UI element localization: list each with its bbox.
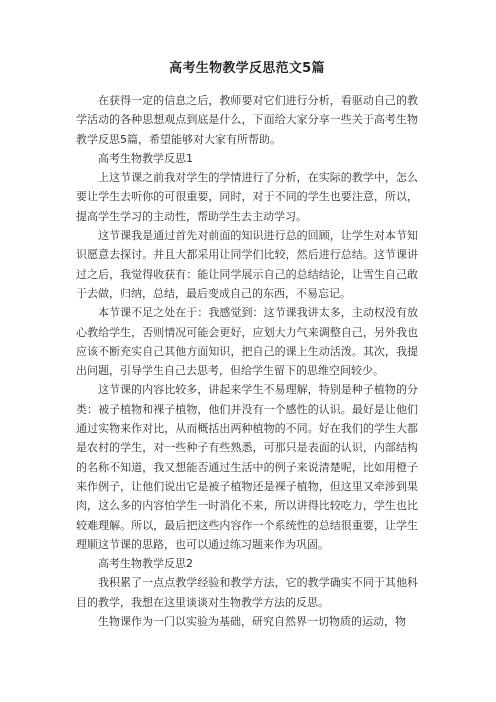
section-1-paragraph-3: 本节课不足之处在于：我感觉到：这节课我讲太多，主动权没有放心教给学生，否则情况可能会更好，应划大力气来调整自己，另外我也应该不断充实自己其他方面知识，把自己的课上生动活泼。其次，我提出问题，引导学生自己去思考，但给学生留下的思维空间较少。 xyxy=(76,306,418,378)
section-2-paragraph-2: 生物课作为一门以实验为基础，研究自然界一切物质的运动，物 xyxy=(98,615,406,629)
section-1-paragraph-1: 上这节课之前我对学生的学情进行了分析，在实际的教学中，怎么要让学生去听你的可很重要，同时，对于不同的学生也要注意，所以，提高学生学习的主动性，帮助学生去主动学习。 xyxy=(76,171,418,223)
section-1-paragraph-4: 这节课的内容比较多，讲起来学生不易理解，特别是种子植物的分类：被子植物和裸子植物，他们并没有一个感性的认识。最好是让他们通过实物来作对比，从而概括出两种植物的不同。好在我们的学生大都是农村的学生，对一些种子有些熟悉，可那只是表面的认识，内部结构的名称不知道，我又想能否通过生活中的例子来说清楚呢，比如用橙子来作例子，让他们说出它是被子植物还是裸子植物，但这里又牵涉到果肉，这么多的内容怕学生一时消化不来，所以讲得比较吃力，学生也比较难理解。所以，最后把这些内容作一个系统性的总结很重要，让学生理顺这节课的思路，也可以通过练习题来作为巩固。 xyxy=(76,383,418,551)
section-heading-1: 高考生物教学反思1 xyxy=(98,151,193,165)
document-title: 高考生物教学反思范文5篇 xyxy=(169,61,325,76)
intro-paragraph: 在获得一定的信息之后，教师要对它们进行分析，看驱动自己的教学活动的各种思想观点到底是什么，下面给大家分享一些关于高考生物教学反思5篇，希望能够对大家有所帮助。 xyxy=(76,94,418,146)
section-1-paragraph-2: 这节课我是通过首先对前面的知识进行总的回顾，让学生对本节知识愿意去探讨。并且大都采用让同学们比较，然后进行总结。这节课讲过之后，我觉得收获有：能让同学展示自己的总结结论，让雪生自己敢于去做，归纳，总结，最后变成自己的东西，不易忘记。 xyxy=(76,229,418,300)
section-2-paragraph-1: 我积累了一点点教学经验和教学方法，它的教学确实不同于其他科目的教学，我想在这里谈谈对生物教学方法的反思。 xyxy=(76,576,418,609)
section-heading-2: 高考生物教学反思2 xyxy=(98,557,193,571)
